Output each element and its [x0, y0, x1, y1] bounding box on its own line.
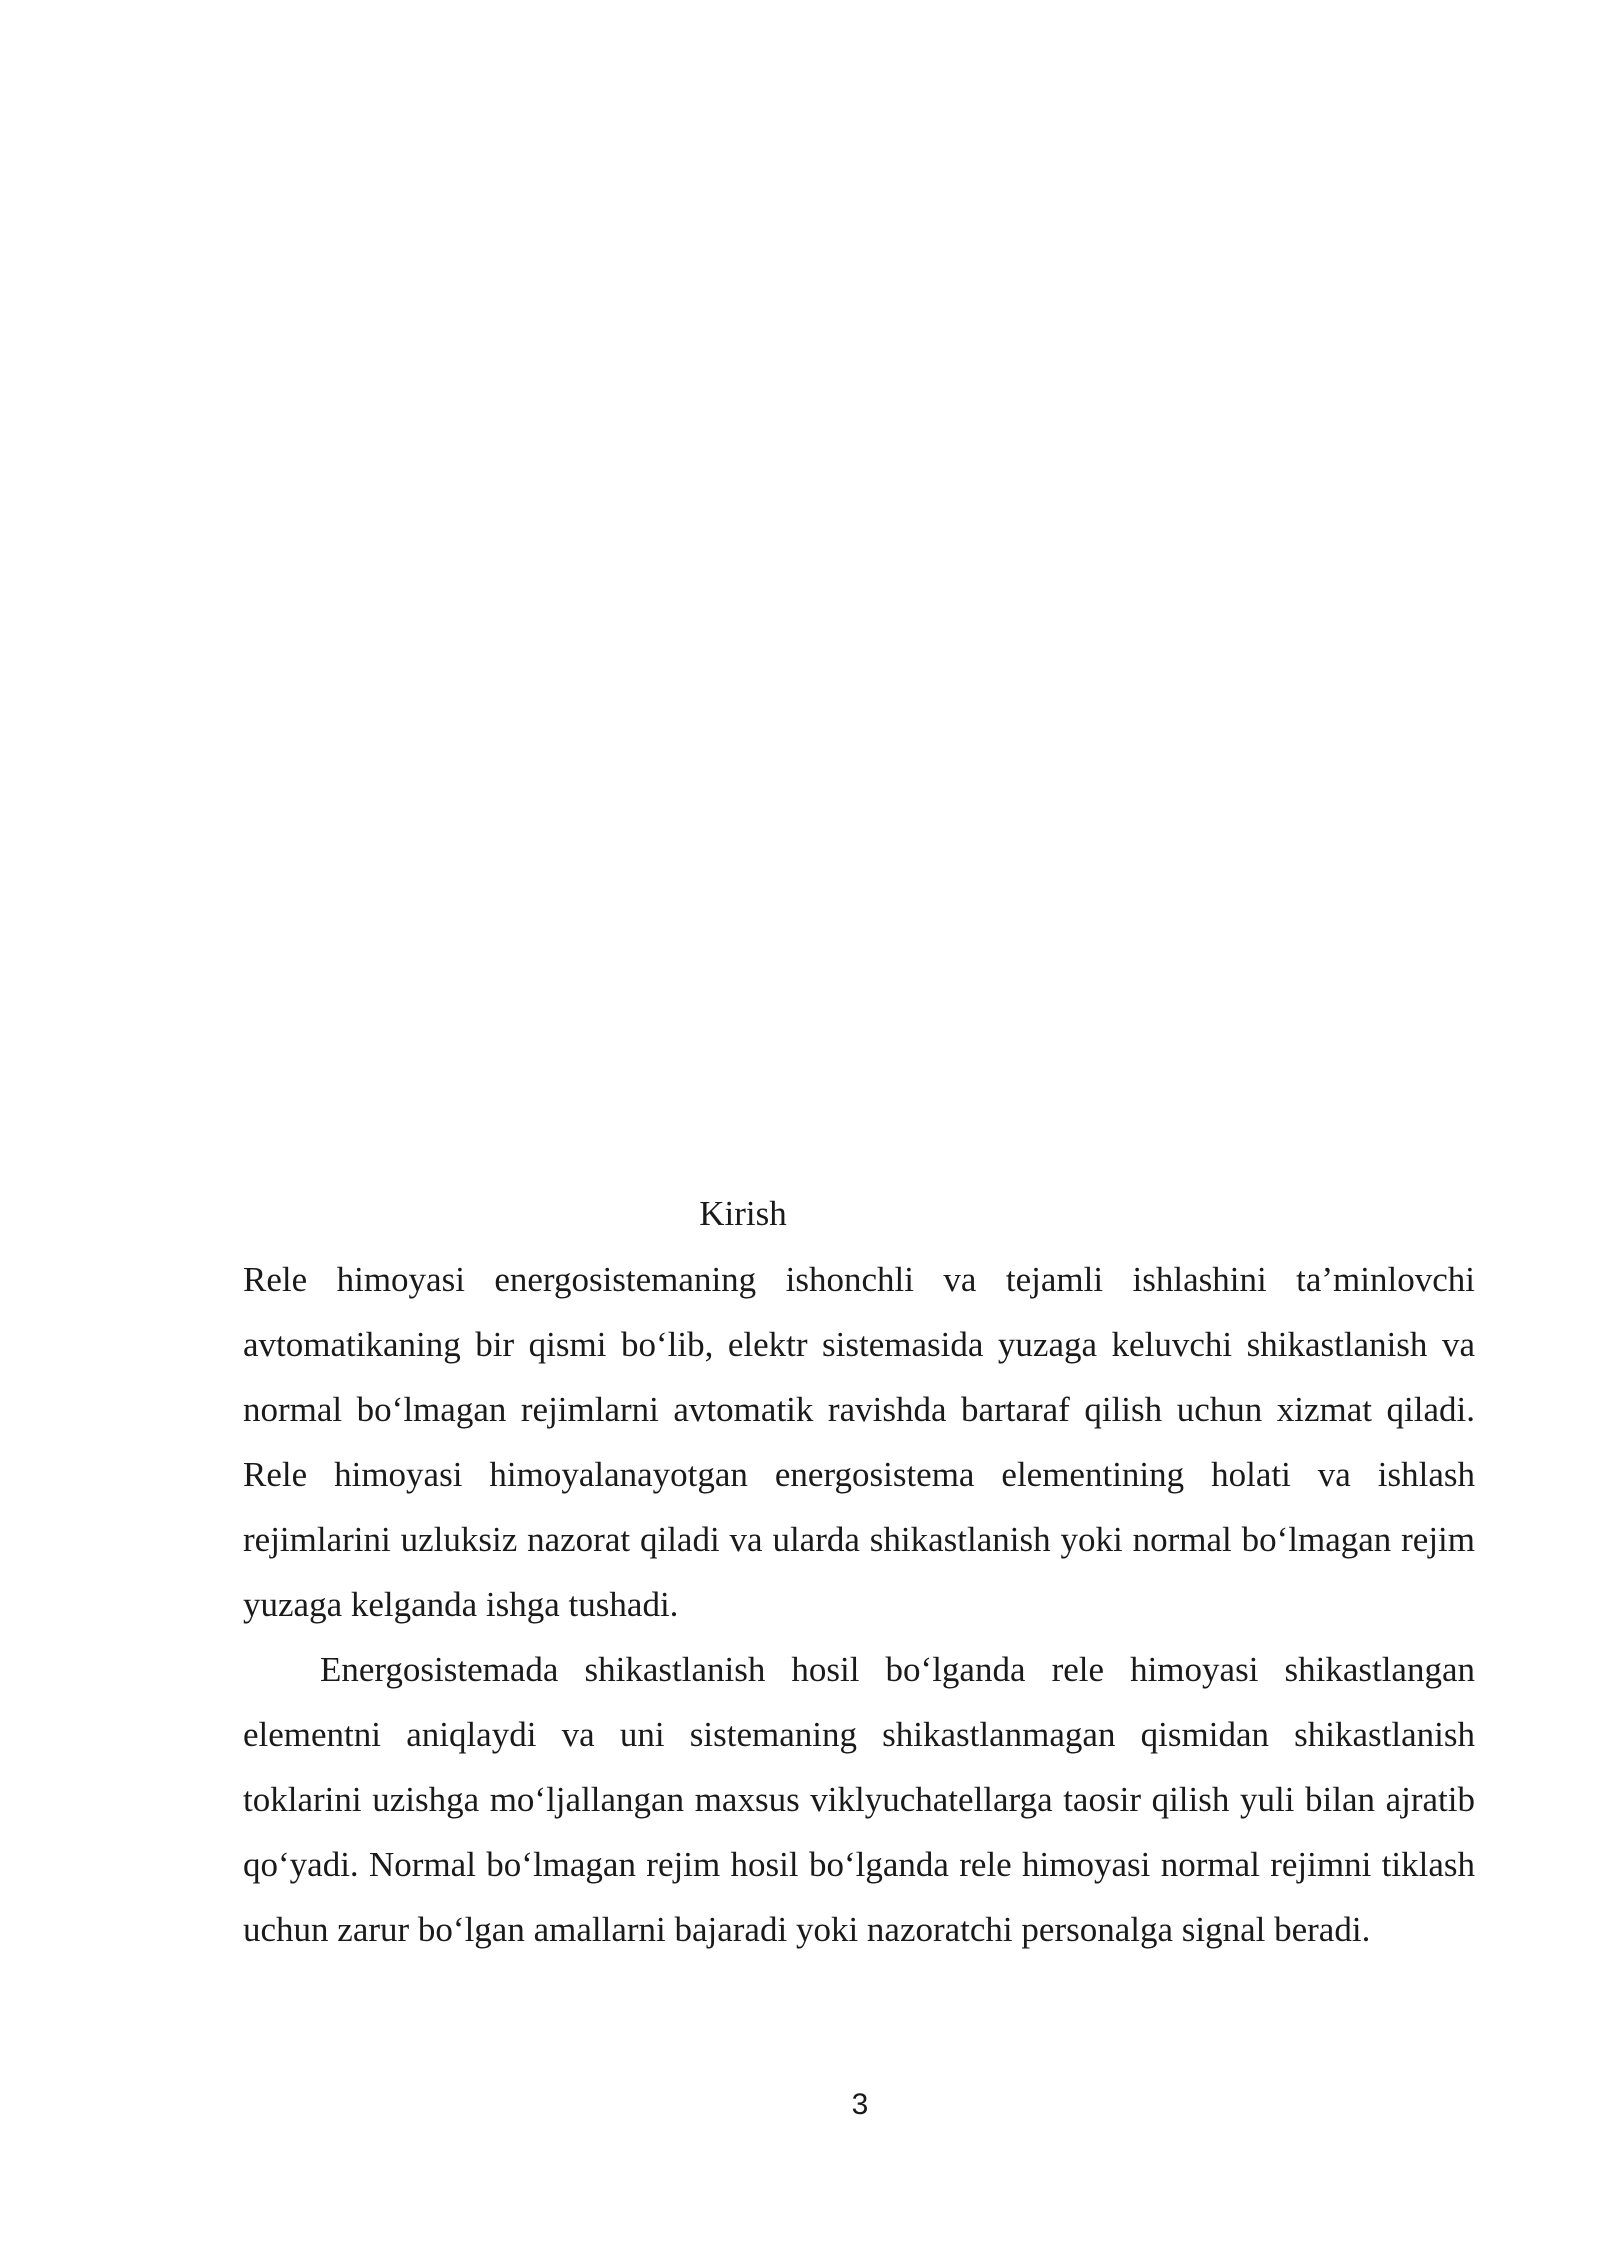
- page-number: 3: [851, 2088, 869, 2121]
- paragraph-1: Rele himoyasi energosistemaning ishonchli va tejamli ishlashini ta’minlovchi avtomatikaning bir qismi bo‘lib, elektr sistemasida yuzaga keluvchi shikastlanish va normal bo‘lmagan rejimlarni avtomatik ravishda bartaraf qilish uchun xizmat qiladi. Rele himoyasi himoyalanayotgan energosistema elementining holati va ishlash rejimlarini uzluksiz nazorat qiladi va ularda shikastlanish yoki normal bo‘lmagan rejim yuzaga kelganda ishga tushadi.: [243, 1260, 1475, 1624]
- section-heading: Kirish: [699, 1194, 787, 1233]
- paragraph-2: Energosistemada shikastlanish hosil bo‘lganda rele himoyasi shikastlangan elementni aniqlaydi va uni sistemaning shikastlanmagan qismidan shikastlanish toklarini uzishga mo‘ljallangan maxsus viklyuchatellarga taosir qilish yuli bilan ajratib qo‘yadi. Normal bo‘lmagan rejim hosil bo‘lganda rele himoyasi normal rejimni tiklash uchun zarur bo‘lgan amallarni bajaradi yoki nazoratchi personalga signal beradi.: [243, 1650, 1475, 1949]
- body-text: [243, 1247, 1475, 1962]
